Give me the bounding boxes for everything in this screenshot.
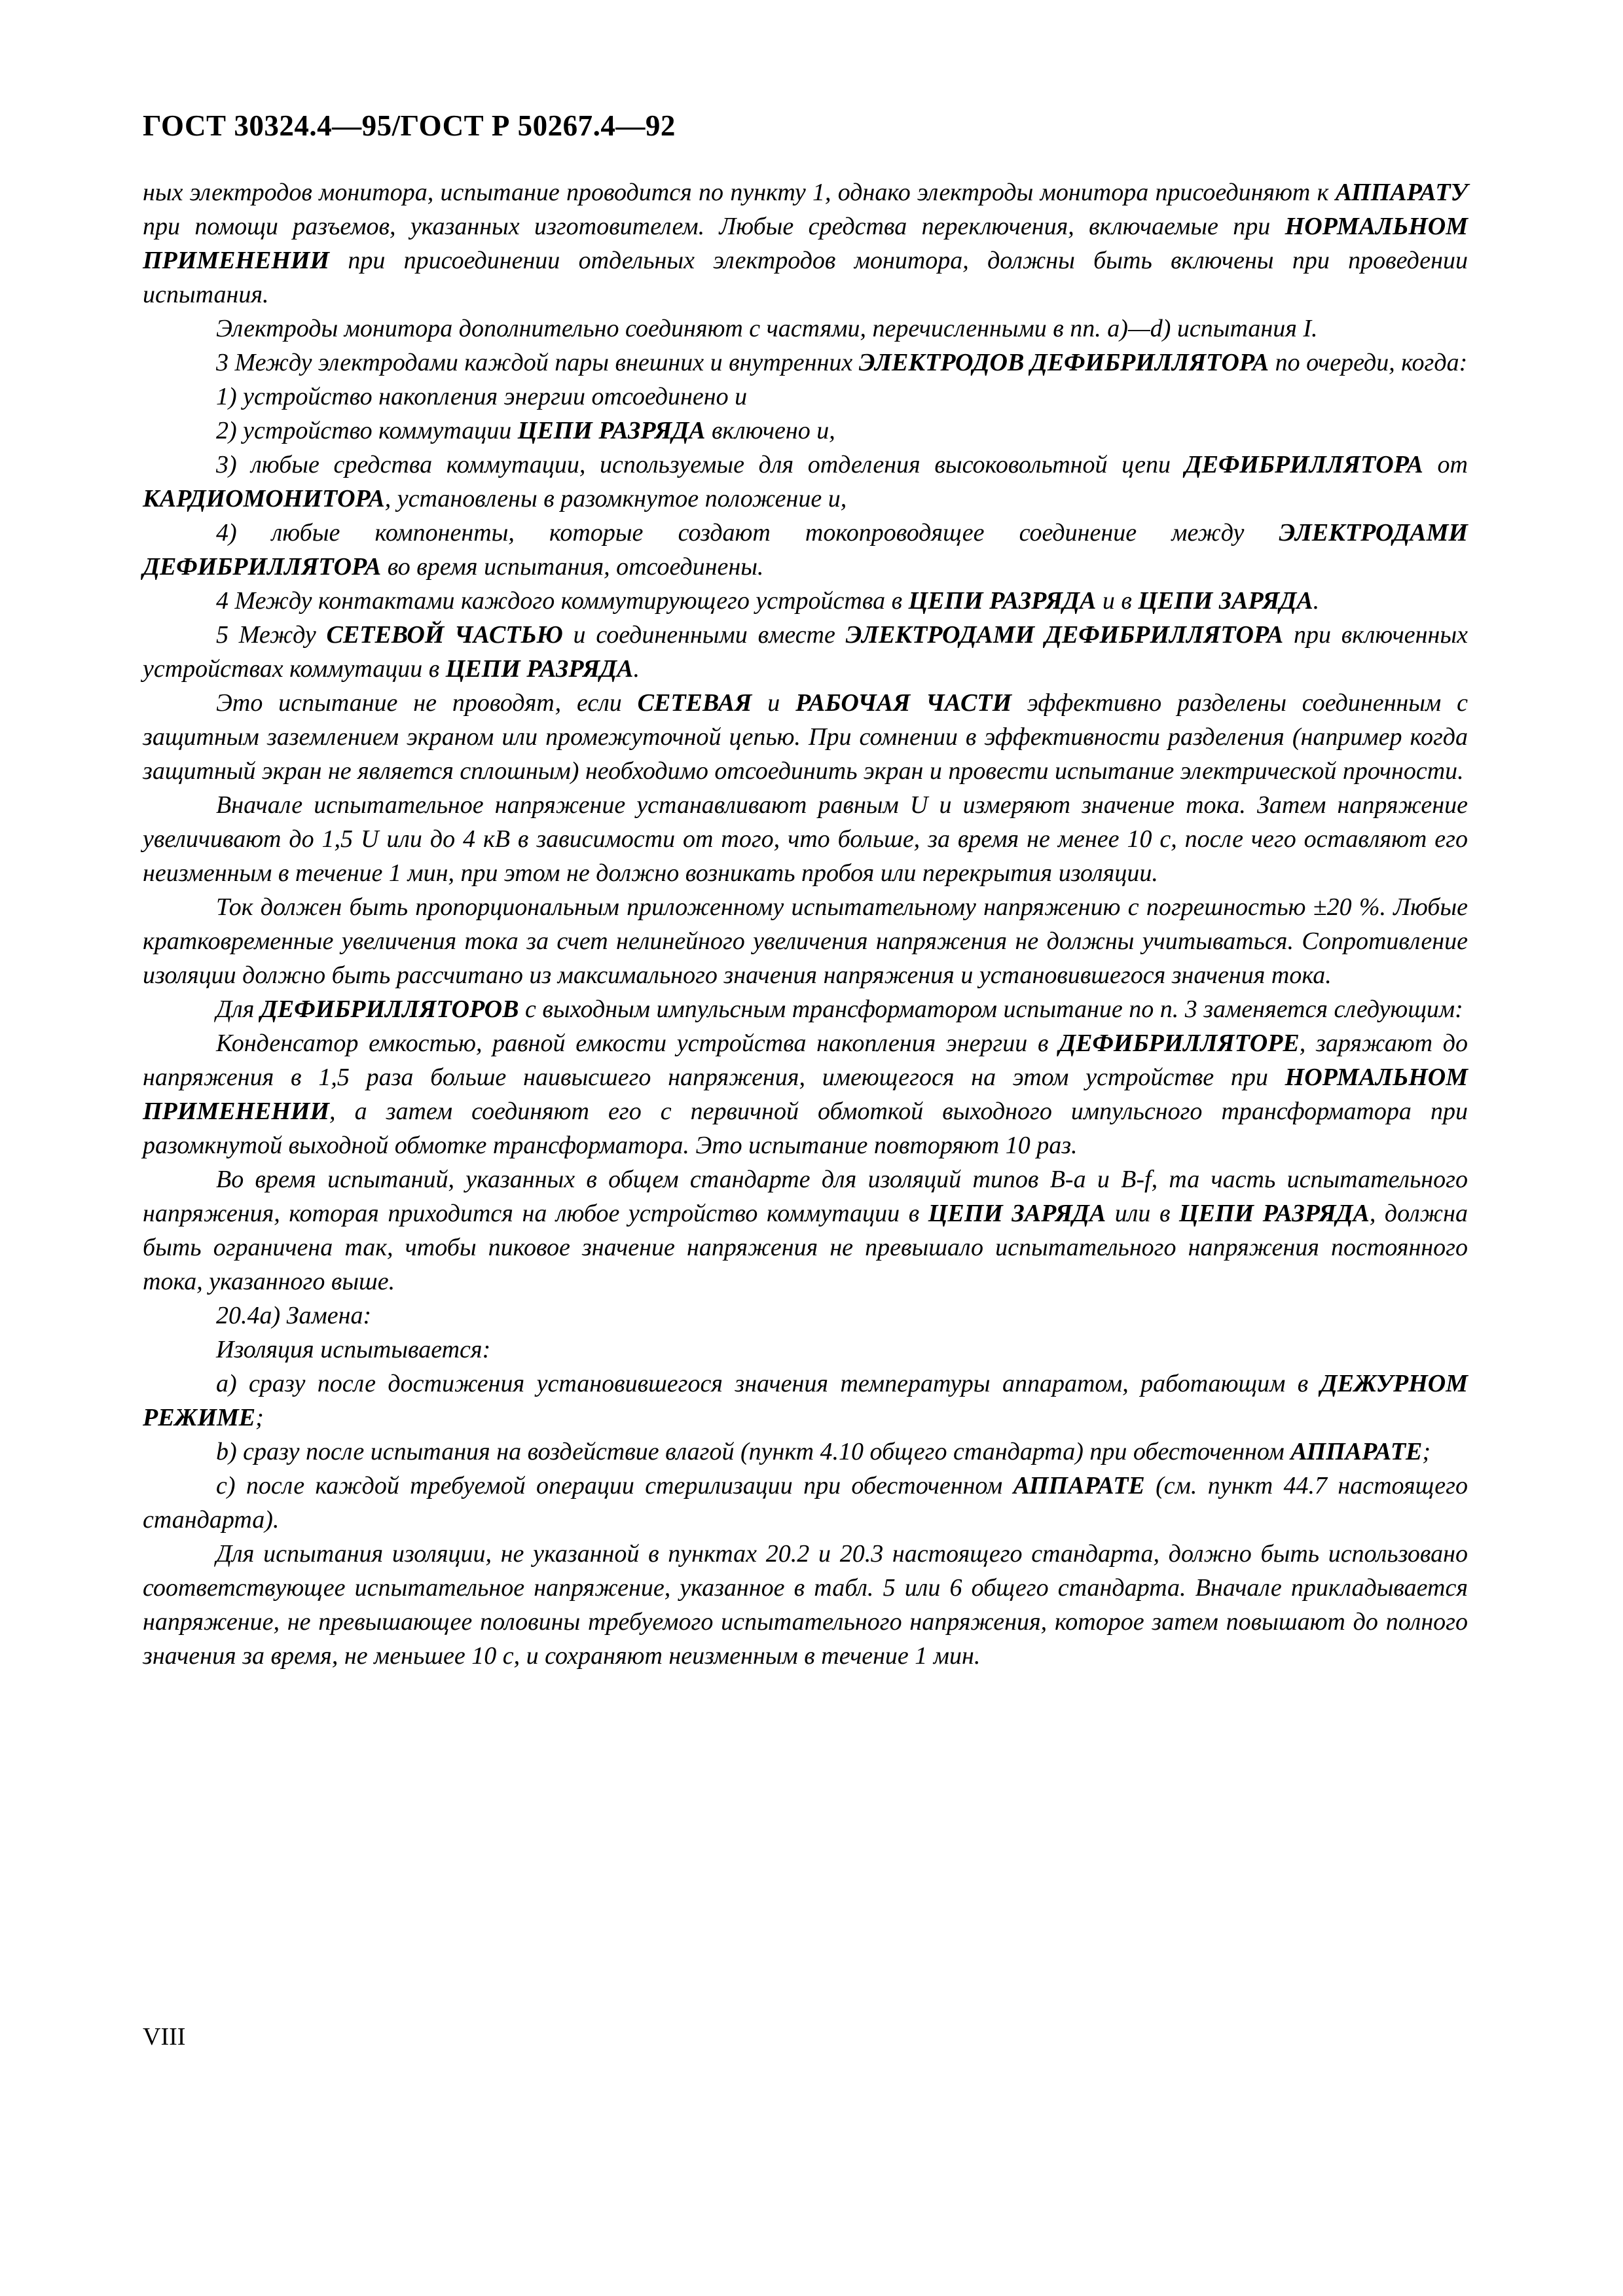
defined-term: ДЕФИБРИЛЛЯТОРЕ xyxy=(1059,1030,1300,1057)
text-segment: . xyxy=(1313,587,1320,615)
paragraph xyxy=(143,1435,1468,1469)
text-segment: 2) устройство коммутации xyxy=(216,417,518,444)
paragraph xyxy=(143,516,1468,584)
paragraph xyxy=(143,414,1468,448)
paragraph xyxy=(143,1537,1468,1673)
text-segment: и соединенными вместе xyxy=(562,621,846,649)
text-segment: Вначале испытательное напряжение устанавливают равным U и измеряют значение тока. Затем напряжение увеличивают до 1,5 U или до 4 кВ в зависимости от того, что больше, за время не менее 10 с, после чего оставляют его неизменным в течение 1 мин, при этом не должно возникать пробоя или перекрытия изоляции. xyxy=(143,791,1468,887)
paragraph xyxy=(143,584,1468,618)
text-segment: Электроды монитора дополнительно соединяют с частями, перечисленными в пп. a)—d) испытания I. xyxy=(216,315,1318,342)
text-segment: a) сразу после достижения установившегося значения температуры аппаратом, работающим в xyxy=(216,1370,1321,1397)
defined-term: ЦЕПИ РАЗРЯДА xyxy=(1179,1200,1370,1227)
text-segment: и в xyxy=(1096,587,1139,615)
text-segment: Для xyxy=(216,996,261,1023)
text-segment: 5 Между xyxy=(216,621,327,649)
text-segment: 3) любые средства коммутации, используемые для отделения высоковольтной цепи xyxy=(216,451,1185,478)
text-segment: Конденсатор емкостью, равной емкости устройства накопления энергии в xyxy=(216,1030,1059,1057)
text-segment: по очереди, когда: xyxy=(1269,349,1468,376)
text-segment: , установлены в разомкнутое положение и, xyxy=(384,485,847,512)
paragraph xyxy=(143,380,1468,414)
text-segment: включено и, xyxy=(705,417,835,444)
text-segment: или в xyxy=(1106,1200,1180,1227)
text-segment: Во время испытаний, указанных в общем стандарте для изоляций типов B-a и B-f, та часть испытательного напряжения, которая приходится на любое устройство коммутации в xyxy=(143,1166,1468,1227)
paragraph xyxy=(143,1299,1468,1333)
defined-term: КАРДИОМОНИТОРА xyxy=(143,485,385,512)
text-segment: . xyxy=(633,655,640,683)
text-segment: 20.4a) Замена: xyxy=(216,1302,372,1329)
defined-term: ЭЛЕКТРОДОВ ДЕФИБРИЛЛЯТОРА xyxy=(858,349,1269,376)
text-segment: 4 Между контактами каждого коммутирующего устройства в xyxy=(216,587,909,615)
defined-term: ЦЕПИ ЗАРЯДА xyxy=(1138,587,1313,615)
defined-term: ЦЕПИ РАЗРЯДА xyxy=(908,587,1097,615)
text-segment: 3 Между электродами каждой пары внешних и внутренних xyxy=(216,349,859,376)
defined-term: ЦЕПИ РАЗРЯДА xyxy=(445,655,634,683)
paragraph xyxy=(143,1367,1468,1435)
defined-term: ДЕФИБРИЛЛЯТОРА xyxy=(1184,451,1423,478)
text-segment: при включенных устройствах коммутации в xyxy=(143,621,1468,683)
paragraph xyxy=(143,1162,1468,1299)
defined-term: АППАРАТЕ xyxy=(1290,1438,1423,1465)
text-segment: при помощи разъемов, указанных изготовителем. Любые средства переключения, включаемые при xyxy=(143,213,1285,240)
text-segment: ных электродов монитора, испытание проводится по пункту 1, однако электроды монитора присоединяют к xyxy=(143,179,1336,206)
defined-term: АППАРАТЕ xyxy=(1013,1472,1145,1499)
text-segment: (см. пункт 44.7 настоящего стандарта). xyxy=(143,1472,1468,1534)
page-number: VIII xyxy=(143,2023,186,2051)
paragraph xyxy=(143,618,1468,686)
paragraph xyxy=(143,788,1468,890)
paragraph xyxy=(143,1333,1468,1367)
paragraph xyxy=(143,346,1468,380)
defined-term: РАБОЧАЯ ЧАСТИ xyxy=(795,689,1012,717)
text-segment: от xyxy=(1423,451,1468,478)
document-text xyxy=(143,175,1468,1673)
defined-term: ЦЕПИ РАЗРЯДА xyxy=(517,417,706,444)
text-segment: b) сразу после испытания на воздействие влагой (пункт 4.10 общего стандарта) при обесточенном xyxy=(216,1438,1291,1465)
defined-term: НОРМАЛЬНОМ ПРИМЕНЕНИИ xyxy=(143,1064,1468,1125)
text-segment: ; xyxy=(255,1404,264,1431)
text-segment: , а затем соединяют его с первичной обмоткой выходного импульсного трансформатора при разомкнутой выходной обмотке трансформатора. Это испытание повторяют 10 раз. xyxy=(143,1098,1468,1159)
text-segment: и xyxy=(752,689,796,717)
text-segment: во время испытания, отсоединены. xyxy=(381,553,764,581)
text-segment: ; xyxy=(1422,1438,1431,1465)
text-segment: Ток должен быть пропорциональным приложенному испытательному напряжению с погрешностью ±20 %. Любые кратковременные увеличения тока за счет нелинейного увеличения напряжения не должны учитываться. Сопротивление изоляции должно быть рассчитано из максимального значения напряжения и установившегося значения тока. xyxy=(143,893,1468,989)
text-segment: Это испытание не проводят, если xyxy=(216,689,638,717)
defined-term: АППАРАТУ xyxy=(1335,179,1468,206)
paragraph xyxy=(143,175,1468,312)
defined-term: ЭЛЕКТРОДАМИ ДЕФИБРИЛЛЯТОРА xyxy=(143,519,1468,581)
defined-term: СЕТЕВАЯ xyxy=(637,689,752,717)
paragraph xyxy=(143,992,1468,1026)
defined-term: СЕТЕВОЙ ЧАСТЬЮ xyxy=(326,621,563,649)
standard-number-header: ГОСТ 30324.4—95/ГОСТ Р 50267.4—92 xyxy=(143,109,676,142)
text-segment: , заряжают до напряжения в 1,5 раза больше наивысшего напряжения, имеющегося на этом устройстве при xyxy=(143,1030,1468,1091)
text-segment: с выходным импульсным трансформатором испытание по п. 3 заменяется следующим: xyxy=(519,996,1463,1023)
text-segment: c) после каждой требуемой операции стерилизации при обесточенном xyxy=(216,1472,1013,1499)
paragraph xyxy=(143,1026,1468,1162)
paragraph xyxy=(143,1469,1468,1537)
text-segment: при присоединении отдельных электродов монитора, должны быть включены при проведении испытания. xyxy=(143,247,1468,308)
text-segment: 1) устройство накопления энергии отсоединено и xyxy=(216,383,748,410)
text-segment: Изоляция испытывается: xyxy=(216,1336,491,1363)
defined-term: ЦЕПИ ЗАРЯДА xyxy=(928,1200,1106,1227)
defined-term: ДЕФИБРИЛЛЯТОРОВ xyxy=(260,996,519,1023)
text-segment: Для испытания изоляции, не указанной в пунктах 20.2 и 20.3 настоящего стандарта, должно быть использовано соответствующее испытательное напряжение, указанное в табл. 5 или 6 общего стандарта. Вначале прикладывается напряжение, не превышающее половины требуемого испытательного напряжения, которое затем повышают до полного значения за время, не меньшее 10 с, и сохраняют неизменным в течение 1 мин. xyxy=(143,1540,1468,1670)
defined-term: ЭЛЕКТРОДАМИ ДЕФИБРИЛЛЯТОРА xyxy=(845,621,1284,649)
text-segment: эффективно разделены соединенным с защитным заземлением экраном или промежуточной цепью. При сомнении в эффективности разделения (например когда защитный экран не является сплошным) необходимо отсоединить экран и провести испытание электрической прочности. xyxy=(143,689,1468,785)
paragraph xyxy=(143,312,1468,346)
paragraph xyxy=(143,448,1468,516)
defined-term: НОРМАЛЬНОМ ПРИМЕНЕНИИ xyxy=(143,213,1468,274)
defined-term: ДЕЖУРНОМ РЕЖИМЕ xyxy=(143,1370,1468,1431)
paragraph xyxy=(143,686,1468,788)
text-segment: , должна быть ограничена так, чтобы пиковое значение напряжения не превышало испытательного напряжения постоянного тока, указанного выше. xyxy=(143,1200,1468,1295)
text-segment: 4) любые компоненты, которые создают токопроводящее соединение между xyxy=(216,519,1279,547)
paragraph xyxy=(143,890,1468,992)
